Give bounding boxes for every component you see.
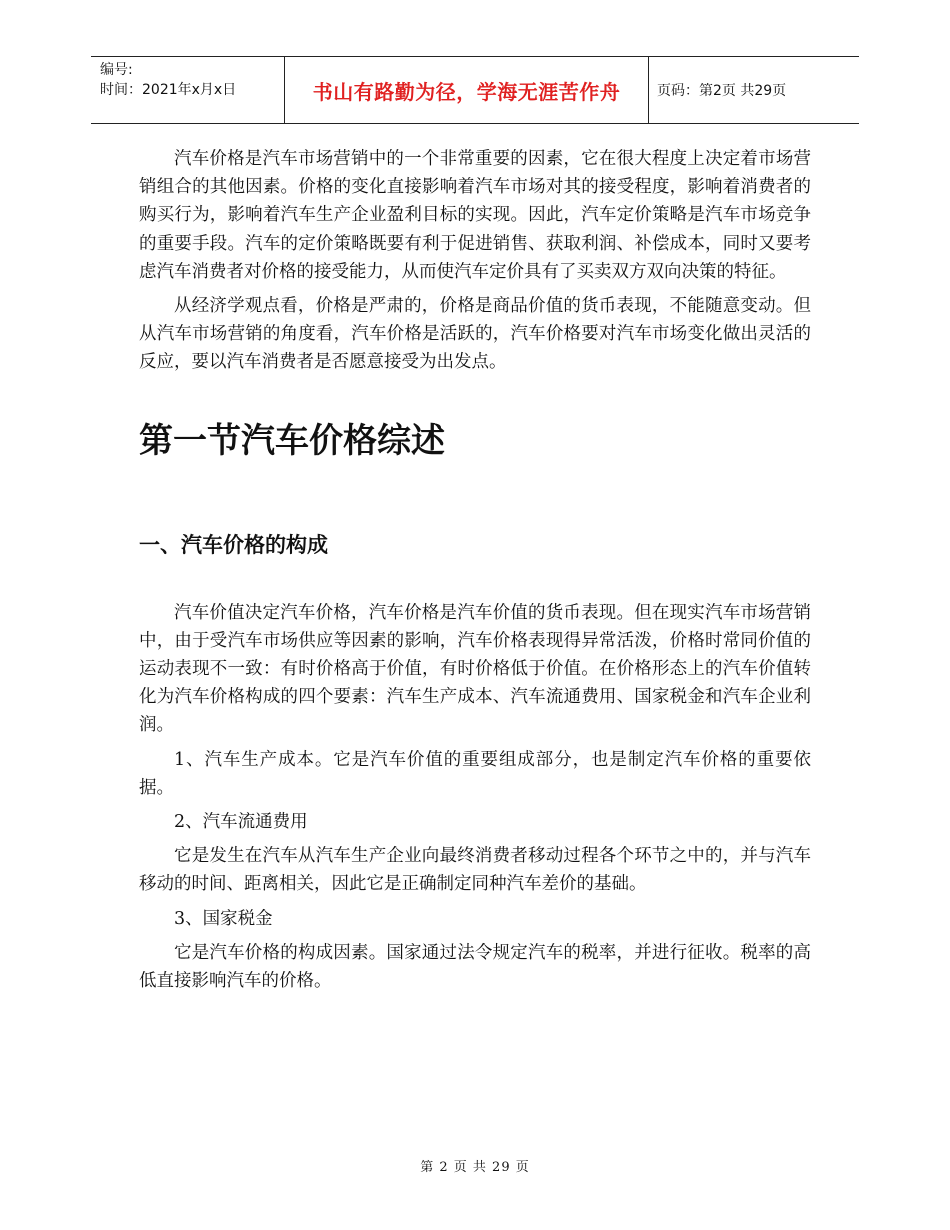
document-body [139,145,811,1001]
body-paragraph-6: 它是汽车价格的构成因素。国家通过法令规定汽车的税率，并进行征收。税率的高低直接影响汽车的价格。 [139,942,811,992]
intro-paragraph-2: 从经济学观点看，价格是严肃的，价格是商品价值的货币表现，不能随意变动。但从汽车市场营销的角度看，汽车价格是活跃的，汽车价格要对汽车市场变化做出灵活的反应，要以汽车消费者是否愿意接受为出发点。 [139,296,811,373]
document-number-label: 编号: [100,62,133,78]
body-paragraph-1: 汽车价值决定汽车价格，汽车价格是汽车价值的货币表现。但在现实汽车市场营销中，由于受汽车市场供应等因素的影响，汽车价格表现得异常活泼，价格时常同价值的运动表现不一致：有时价格高于价值，有时价格低于价值。在价格形态上的汽车价值转化为汽车价格构成的四个要素：汽车生产成本、汽车流通费用、国家税金和汽车企业利润。 [139,602,811,736]
page-footer: 第 2 页 共 29 页 [420,1160,530,1175]
header-page-info: 页码：第2页 共29页 [657,83,787,99]
body-paragraph-4: 它是发生在汽车从汽车生产企业向最终消费者移动过程各个环节之中的，并与汽车移动的时间、距离相关，因此它是正确制定同种汽车差价的基础。 [139,846,811,895]
header-meta [91,57,285,123]
document-time-label: 时间：2021年x月x日 [100,82,237,98]
body-paragraph-5: 3、国家税金 [174,908,273,929]
page-header [91,56,859,124]
body-paragraph-2: 1、汽车生产成本。它是汽车价值的重要组成部分，也是制定汽车价格的重要依据。 [139,749,811,798]
section-title: 第一节汽车价格综述 [139,420,445,461]
body-paragraph-3: 2、汽车流通费用 [174,812,308,833]
intro-paragraph-1: 汽车价格是汽车市场营销中的一个非常重要的因素，它在很大程度上决定着市场营销组合的其他因素。价格的变化直接影响着汽车市场对其的接受程度，影响着消费者的购买行为，影响着汽车生产企业盈利目标的实现。因此，汽车定价策略是汽车市场竞争的重要手段。汽车的定价策略既要有利于促进销售、获取利润、补偿成本，同时又要考虑汽车消费者对价格的接受能力，从而使汽车定价具有了买卖双方双向决策的特征。 [139,149,811,282]
subsection-title: 一、汽车价格的构成 [139,532,328,557]
header-motto: 书山有路勤为径，学海无涯苦作舟 [285,57,649,123]
